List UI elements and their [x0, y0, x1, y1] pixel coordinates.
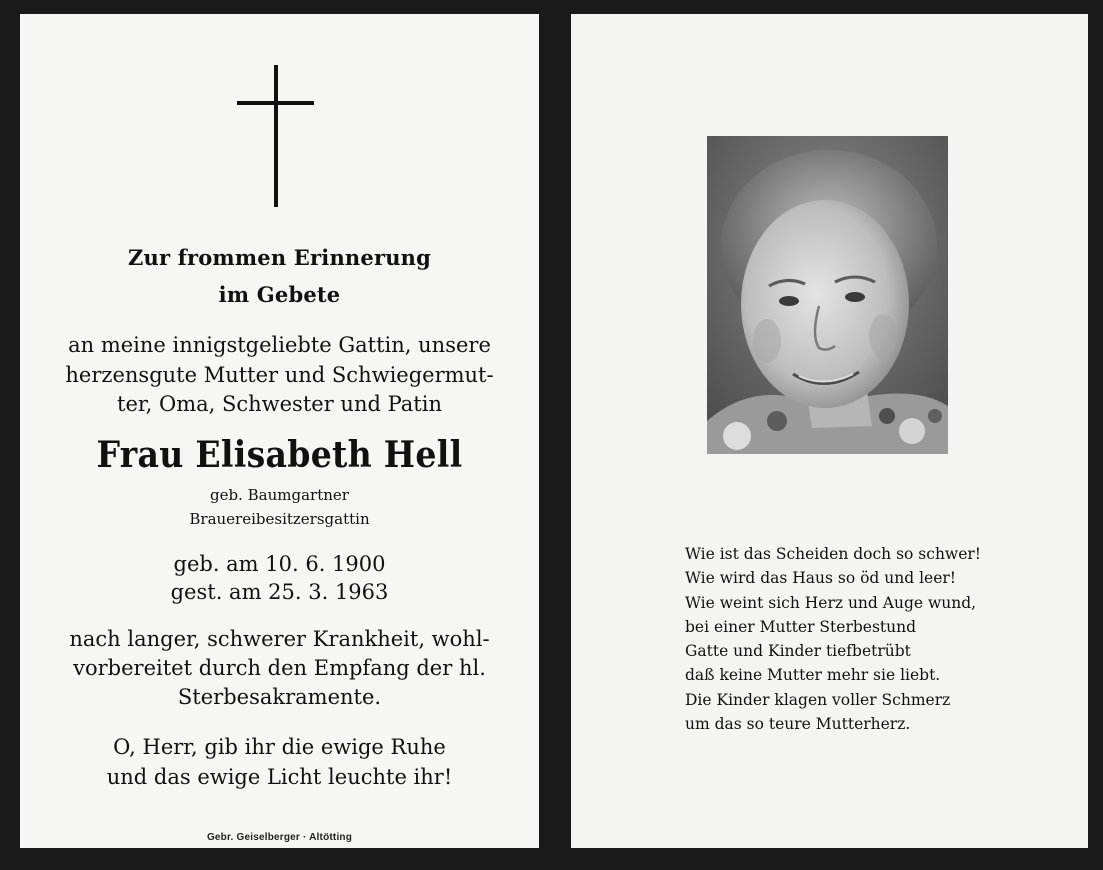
portrait-image — [707, 136, 948, 454]
printer-credit: Gebr. Geiselberger · Altötting — [206, 832, 353, 843]
birth-date: geb. am 10. 6. 1900 — [173, 552, 386, 576]
cause-line-3: Sterbesakramente. — [177, 685, 382, 709]
poem-line: um das so teure Mutterherz. — [685, 715, 911, 734]
poem-line: Die Kinder klagen voller Schmerz — [685, 690, 951, 709]
birth-name: geb. Baumgartner — [210, 486, 349, 504]
cause-line-1: nach langer, schwerer Krankheit, wohl- — [69, 627, 490, 651]
death-date: gest. am 25. 3. 1963 — [170, 580, 389, 604]
poem — [685, 542, 981, 736]
intro-line-1: an meine innigstgeliebte Gattin, unsere — [68, 333, 491, 357]
heading-line-1: Zur frommen Erinnerung — [127, 245, 432, 270]
poem-line: Wie wird das Haus so öd und leer! — [685, 569, 957, 588]
cross-icon — [20, 14, 539, 848]
portrait-photo — [707, 136, 948, 454]
poem-line: Gatte und Kinder tiefbetrübt — [685, 642, 911, 661]
intro-line-3: ter, Oma, Schwester und Patin — [117, 392, 442, 416]
cause-line-2: vorbereitet durch den Empfang der hl. — [73, 656, 486, 680]
occupation: Brauereibesitzersgattin — [189, 510, 370, 528]
intro-line-2: herzensgute Mutter und Schwiegermut- — [65, 363, 494, 387]
poem-line: daß keine Mutter mehr sie liebt. — [685, 666, 941, 685]
prayer-line-1: O, Herr, gib ihr die ewige Ruhe — [113, 735, 446, 759]
heading-line-2: im Gebete — [218, 282, 341, 307]
poem-line: bei einer Mutter Sterbestund — [685, 617, 917, 636]
poem-line: Wie weint sich Herz und Auge wund, — [685, 593, 977, 612]
prayer-line-2: und das ewige Licht leuchte ihr! — [106, 765, 453, 789]
poem-line: Wie ist das Scheiden doch so schwer! — [685, 545, 981, 563]
right-page — [571, 14, 1088, 848]
deceased-name: Frau Elisabeth Hell — [96, 434, 463, 476]
left-page — [20, 14, 539, 848]
